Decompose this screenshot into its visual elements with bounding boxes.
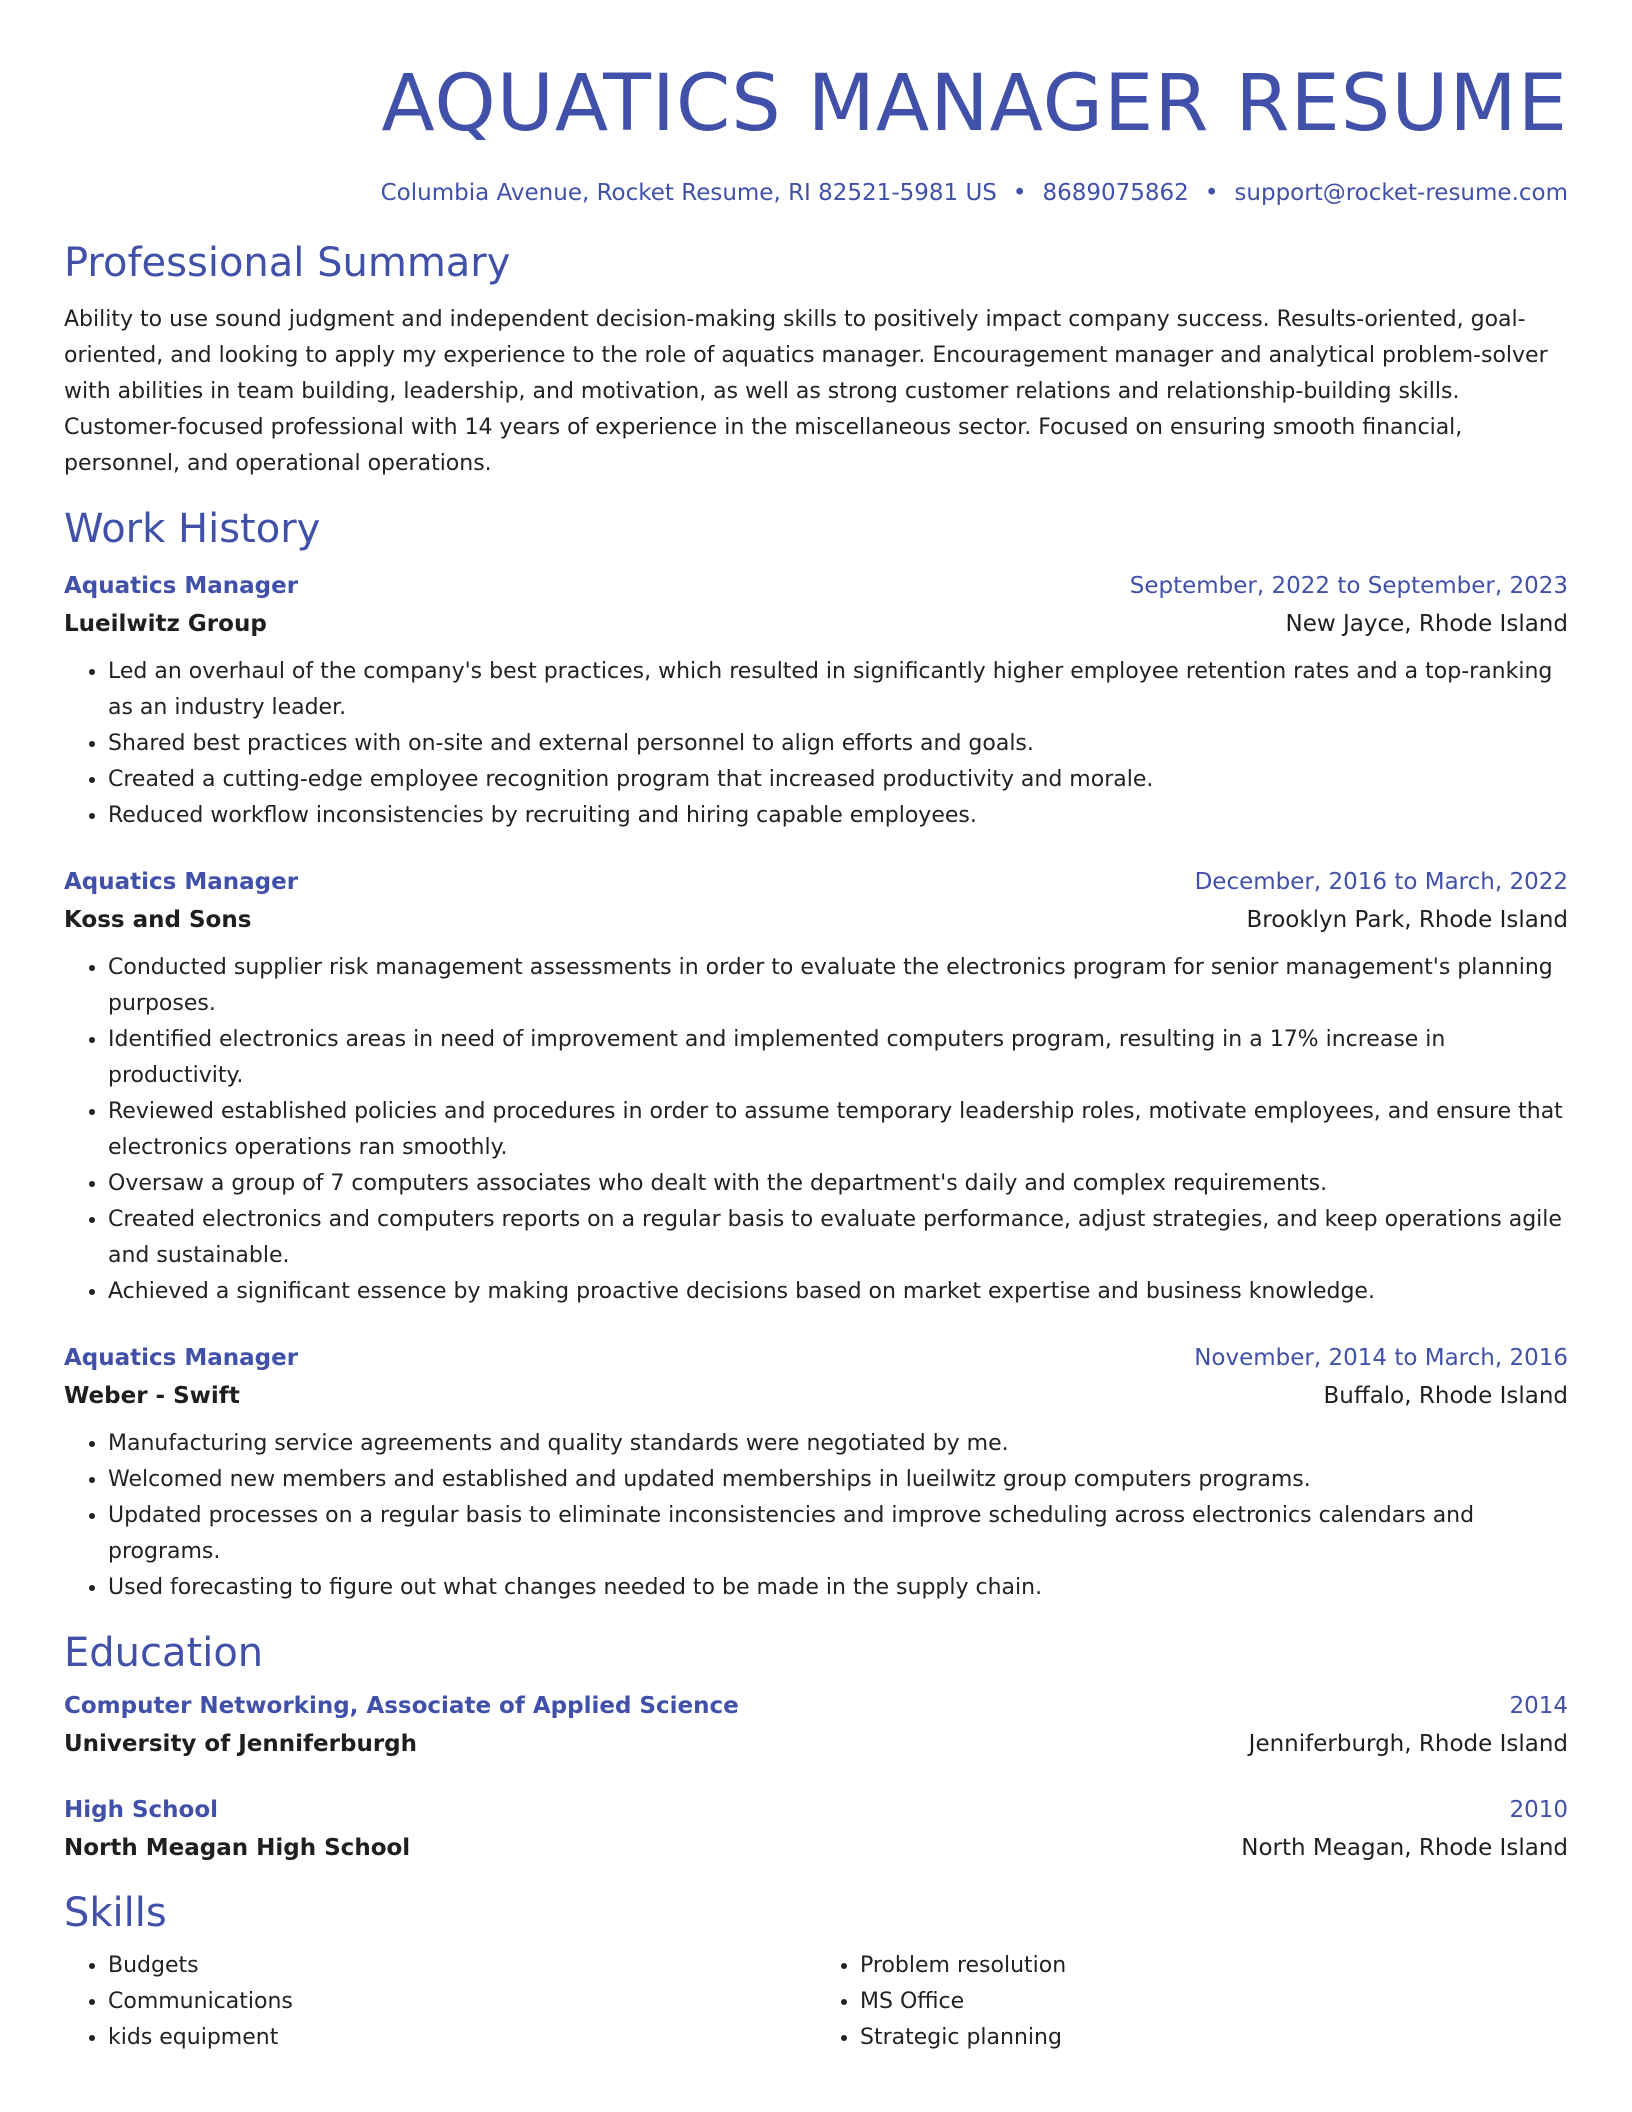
job-bullets: [64, 654, 1568, 834]
work-history-heading: Work History: [64, 506, 321, 552]
education-degree-row: [64, 1688, 1568, 1724]
job-bullet: • Oversaw a group of 7 computers associates who dealt with the department's daily and complex requirements.: [108, 1166, 1568, 1202]
job-dates: December, 2016 to March, 2022: [1194, 869, 1568, 895]
skill-item: • Communications: [108, 1984, 816, 2020]
job-location: Buffalo, Rhode Island: [1323, 1383, 1568, 1409]
job-entry: [64, 1340, 1568, 1606]
education-year: 2010: [1509, 1797, 1568, 1823]
education-year: 2014: [1509, 1693, 1568, 1719]
job-company-row: [64, 1376, 1568, 1416]
job-bullet: • Reduced workflow inconsistencies by recruiting and hiring capable employees.: [108, 798, 1568, 834]
job-bullet: • Updated processes on a regular basis to eliminate inconsistencies and improve scheduling across electronics calendars and programs.: [108, 1498, 1568, 1570]
skills-section: [64, 1888, 1568, 2056]
contact-line: [64, 178, 1568, 208]
contact-phone: 8689075862: [1042, 180, 1189, 206]
education-location: Jenniferburgh, Rhode Island: [1248, 1731, 1568, 1757]
education-degree: High School: [64, 1797, 219, 1823]
job-bullet: • Identified electronics areas in need of improvement and implemented computers program, resulting in a 17% increase in productivity.: [108, 1022, 1568, 1094]
skills-heading: Skills: [64, 1890, 167, 1936]
skills-list-left: [64, 1948, 816, 2056]
job-dates: September, 2022 to September, 2023: [1129, 573, 1568, 599]
job-location: New Jayce, Rhode Island: [1285, 611, 1568, 637]
education-degree-row: [64, 1792, 1568, 1828]
skill-item: • kids equipment: [108, 2020, 816, 2056]
job-bullet: • Manufacturing service agreements and quality standards were negotiated by me.: [108, 1426, 1568, 1462]
job-title-row: [64, 864, 1568, 900]
skill-item: • Strategic planning: [860, 2020, 1568, 2056]
job-title: Aquatics Manager: [64, 573, 299, 599]
job-company-row: [64, 900, 1568, 940]
job-bullets: [64, 1426, 1568, 1606]
education-section: [64, 1628, 1568, 1868]
education-entry: [64, 1688, 1568, 1764]
job-bullet: • Conducted supplier risk management assessments in order to evaluate the electronics program for senior management's planning purposes.: [108, 950, 1568, 1022]
job-title: Aquatics Manager: [64, 869, 299, 895]
job-company: Weber - Swift: [64, 1383, 240, 1409]
job-company: Lueilwitz Group: [64, 611, 267, 637]
summary-text: Ability to use sound judgment and independent decision-making skills to positively impact company success. Results-oriented, goal-oriented, and looking to apply my experience to the role of aquatics manager. Encouragement manager and analytical problem-solver with abilities in team building, leadership, and motivation, as well as strong customer relations and relationship-building skills. Customer-focused professional with 14 years of experience in the miscellaneous sector. Focused on ensuring smooth financial, personnel, and operational operations.: [64, 307, 1548, 476]
contact-separator: •: [1204, 180, 1219, 206]
education-degree: Computer Networking, Associate of Applied Science: [64, 1693, 739, 1719]
skills-columns: [64, 1948, 1568, 2056]
skills-list-right: [816, 1948, 1568, 2056]
education-location: North Meagan, Rhode Island: [1241, 1835, 1568, 1861]
job-entry: [64, 864, 1568, 1310]
education-entry: [64, 1792, 1568, 1868]
job-bullet: • Created a cutting-edge employee recognition program that increased productivity and morale.: [108, 762, 1568, 798]
education-school-row: [64, 1828, 1568, 1868]
contact-email[interactable]: support@rocket-resume.com: [1234, 180, 1568, 206]
job-bullet: • Reviewed established policies and procedures in order to assume temporary leadership roles, motivate employees, and ensure that electronics operations ran smoothly.: [108, 1094, 1568, 1166]
job-title-row: [64, 568, 1568, 604]
contact-address: Columbia Avenue, Rocket Resume, RI 82521-5981 US: [380, 180, 997, 206]
job-entry: [64, 568, 1568, 834]
job-title-row: [64, 1340, 1568, 1376]
education-heading: Education: [64, 1630, 264, 1676]
skill-item: • MS Office: [860, 1984, 1568, 2020]
job-company-row: [64, 604, 1568, 644]
job-dates: November, 2014 to March, 2016: [1194, 1345, 1568, 1371]
job-bullet: • Achieved a significant essence by making proactive decisions based on market expertise and business knowledge.: [108, 1274, 1568, 1310]
resume-header: [64, 52, 1568, 208]
work-history-section: [64, 504, 1568, 1606]
job-location: Brooklyn Park, Rhode Island: [1246, 907, 1568, 933]
contact-separator: •: [1012, 180, 1027, 206]
job-bullet: • Created electronics and computers reports on a regular basis to evaluate performance, adjust strategies, and keep operations agile and sustainable.: [108, 1202, 1568, 1274]
job-title: Aquatics Manager: [64, 1345, 299, 1371]
summary-section: [64, 238, 1568, 482]
job-bullets: [64, 950, 1568, 1310]
education-school-row: [64, 1724, 1568, 1764]
summary-heading: Professional Summary: [64, 240, 511, 286]
skill-item: • Budgets: [108, 1948, 816, 1984]
resume-title: AQUATICS MANAGER RESUME: [381, 59, 1568, 149]
job-bullet: • Welcomed new members and established and updated memberships in lueilwitz group computers programs.: [108, 1462, 1568, 1498]
education-school: University of Jenniferburgh: [64, 1731, 418, 1757]
job-bullet: • Used forecasting to figure out what changes needed to be made in the supply chain.: [108, 1570, 1568, 1606]
skill-item: • Problem resolution: [860, 1948, 1568, 1984]
job-company: Koss and Sons: [64, 907, 252, 933]
job-bullet: • Shared best practices with on-site and external personnel to align efforts and goals.: [108, 726, 1568, 762]
education-school: North Meagan High School: [64, 1835, 411, 1861]
job-bullet: • Led an overhaul of the company's best practices, which resulted in significantly higher employee retention rates and a top-ranking as an industry leader.: [108, 654, 1568, 726]
